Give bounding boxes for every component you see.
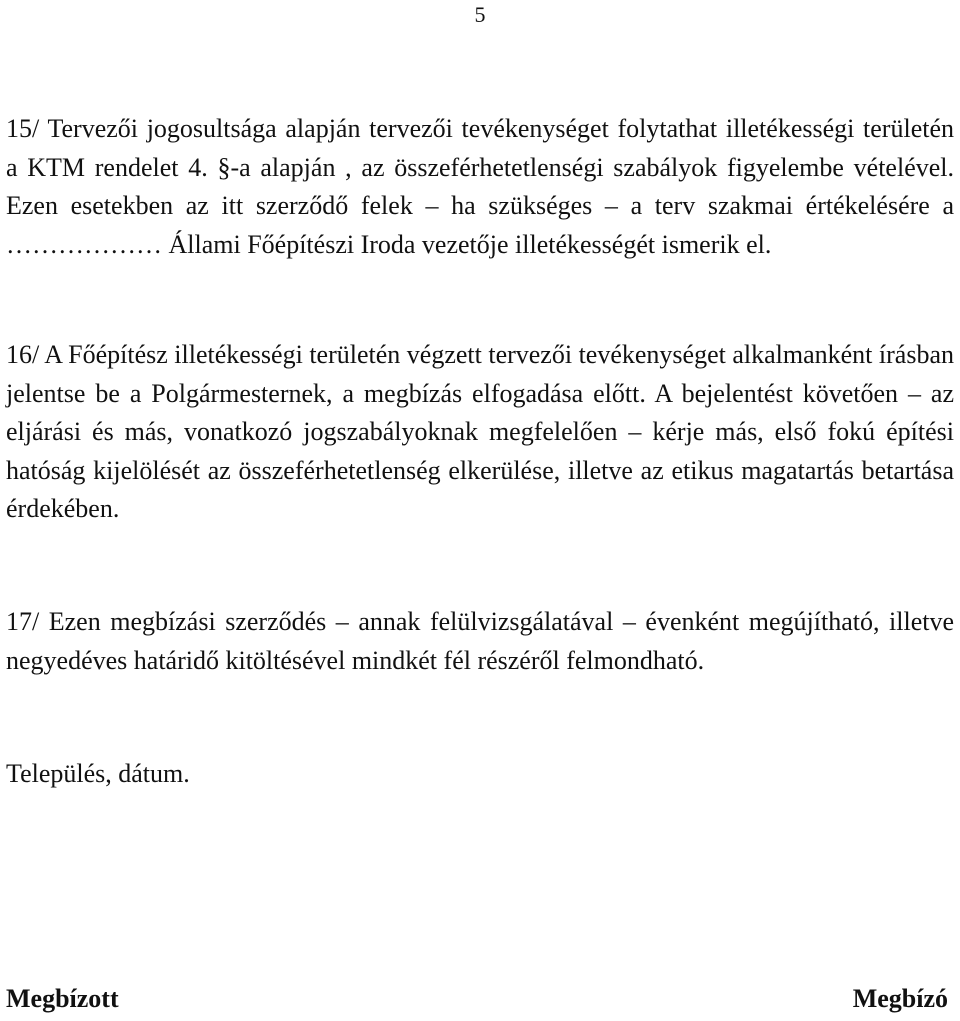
page-number: 5 [474,2,486,27]
signature-label-agent: Megbízott [6,984,119,1013]
place-date-line: Település, dátum. [6,759,190,788]
paragraph-17: 17/ Ezen megbízási szerződés – annak felülvizsgálatával – évenként megújítható, illetve negyedéves határidő kitöltésével mindkét fél részéről felmondható. [6,607,954,675]
signature-label-principal: Megbízó [852,984,948,1013]
paragraph-16: 16/ A Főépítész illetékességi területén végzett tervezői tevékenységet alkalmanként írásban jelentse be a Polgármesternek, a megbízás elfogadása előtt. A bejelentést követően – az eljárási és más, vonatkozó jogszabályoknak megfelelően – kérje más, első fokú építési hatóság kijelölését az összeférhetetlenség elkerülése, illetve az etikus magatartás betartása érdekében. [6,340,954,523]
paragraph-15: 15/ Tervezői jogosultsága alapján tervezői tevékenységet folytathat illetékességi területén a KTM rendelet 4. §-a alapján , az összeférhetetlenségi szabályok figyelembe vételével. Ezen esetekben az itt szerződő felek – ha szükséges – a terv szakmai értékelésére a ……………… Állami Főépítészi Iroda vezetője illetékességét ismerik el. [6,114,954,259]
